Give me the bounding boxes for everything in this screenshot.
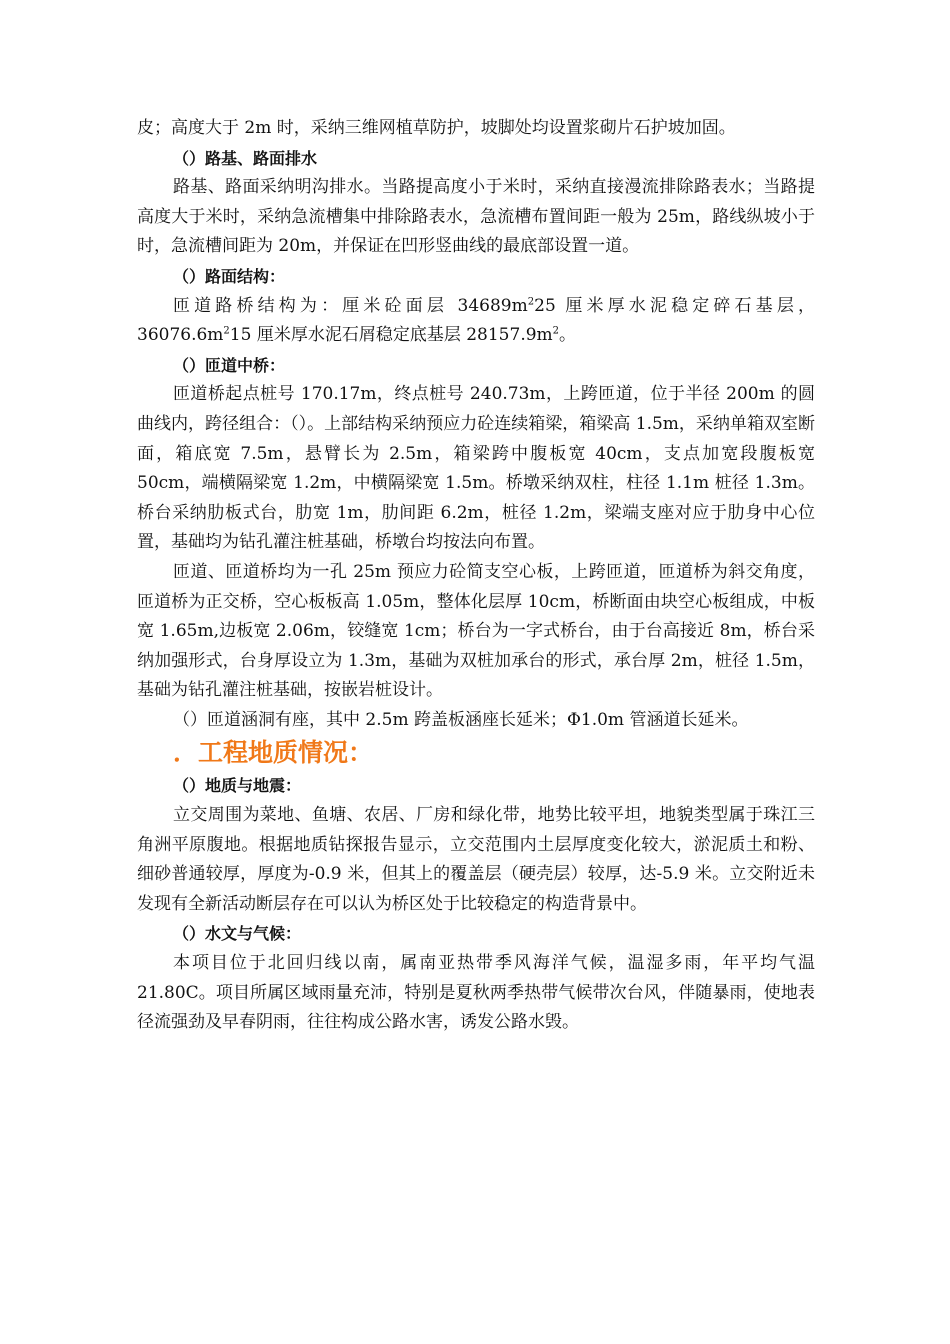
superscript-1: 2 xyxy=(527,295,535,307)
paragraph-hydrology-climate: 本项目位于北回归线以南，属南亚热带季风海洋气候，温湿多雨，年平均气温 21.80C。项目所属区域雨量充沛，特别是夏秋两季热带气候带次台风，伴随暴雨，使地表径流强劲及早春阴雨，往往构成公路水害，诱发公路水毁。 xyxy=(137,953,815,1033)
paragraph-ramp-bridge-2: 匝道、匝道桥均为一孔 25m 预应力砼简支空心板，上跨匝道，匝道桥为斜交角度，匝道桥为正交桥，空心板板高 1.05m，整体化层厚 10cm，桥断面由块空心板组成，中板宽 1.65m,边板宽 2.06m，铰缝宽 1cm；桥台为一字式桥台，由于台高接近 8m，桥台采纳加强形式，台身厚设立为 1.3m，基础为双桩加承台的形式，承台厚 2m，桩径 1.5m，基础为钻孔灌注桩基础，按嵌岩桩设计。 xyxy=(137,561,815,701)
paragraph-drainage: 路基、路面采纳明沟排水。当路提高度小于米时，采纳直接漫流排除路表水；当路提高度大于米时，采纳急流槽集中排除路表水，急流槽布置间距一般为 25m，路线纵坡小于时，急流槽间距为 20m，并保证在凹形竖曲线的最底部设置一道。 xyxy=(137,177,815,257)
paragraph-culvert: （）匝道涵洞有座，其中 2.5m 跨盖板涵座长延米；Φ1.0m 管涵道长延米。 xyxy=(173,709,749,730)
structure-text-a: 匝道路桥结构为：厘米砼面层 34689m xyxy=(173,295,528,316)
heading-drainage: （）路基、路面排水 xyxy=(173,148,318,168)
paragraph-ramp-bridge: 匝道桥起点桩号 170.17m，终点桩号 240.73m，上跨匝道，位于半径 200m 的圆曲线内，跨径组合：（）。上部结构采纳预应力砼连续箱梁，箱梁高 1.5m，采纳单箱双室断面，箱底宽 7.5m，悬臂长为 2.5m，箱梁跨中腹板宽 40cm，支点加宽段腹板宽 50cm，端横隔梁宽 1.2m，中横隔梁宽 1.5m。桥墩采纳双柱，柱径 1.1m 桩径 1.3m。桥台采纳肋板式台，肋宽 1m，肋间距 6.2m，桩径 1.2m，梁端支座对应于肋身中心位置，基础均为钻孔灌注桩基础，桥墩台均按法向布置。 xyxy=(137,384,815,553)
structure-text-c: 15 厘米厚水泥石屑稳定底基层 28157.9m xyxy=(229,325,553,346)
paragraph-slope-protection: 皮；高度大于 2m 时，采纳三维网植草防护，坡脚处均设置浆砌片石护坡加固。 xyxy=(137,118,736,138)
heading-engineering-geology: ．工程地质情况： xyxy=(173,738,374,768)
structure-text-b: 25 厘米厚水泥稳定碎石基层，36076.6m xyxy=(137,295,815,346)
paragraph-geology-earthquake: 立交周围为菜地、鱼塘、农居、厂房和绿化带，地势比较平坦，地貌类型属于珠江三角洲平原腹地。根据地质钻探报告显示，立交范围内土层厚度变化较大，淤泥质土和粉、细砂普通较厚，厚度为-0.9 米，但其上的覆盖层（硬壳层）较厚，达-5.9 米。立交附近未发现有全新活动断层存在可以认为桥区处于比较稳定的构造背景中。 xyxy=(137,805,815,914)
heading-geology-earthquake: （）地质与地震： xyxy=(173,776,302,796)
heading-hydrology-climate: （）水文与气候： xyxy=(173,924,302,944)
superscript-2: 2 xyxy=(223,325,230,337)
heading-ramp-bridge: （）匝道中桥： xyxy=(173,355,286,375)
superscript-3: 2 xyxy=(552,325,560,337)
structure-text-d: 。 xyxy=(559,325,577,346)
paragraph-pavement-structure xyxy=(137,292,815,351)
heading-pavement-structure: （）路面结构： xyxy=(173,266,286,286)
text-column xyxy=(137,114,815,1038)
